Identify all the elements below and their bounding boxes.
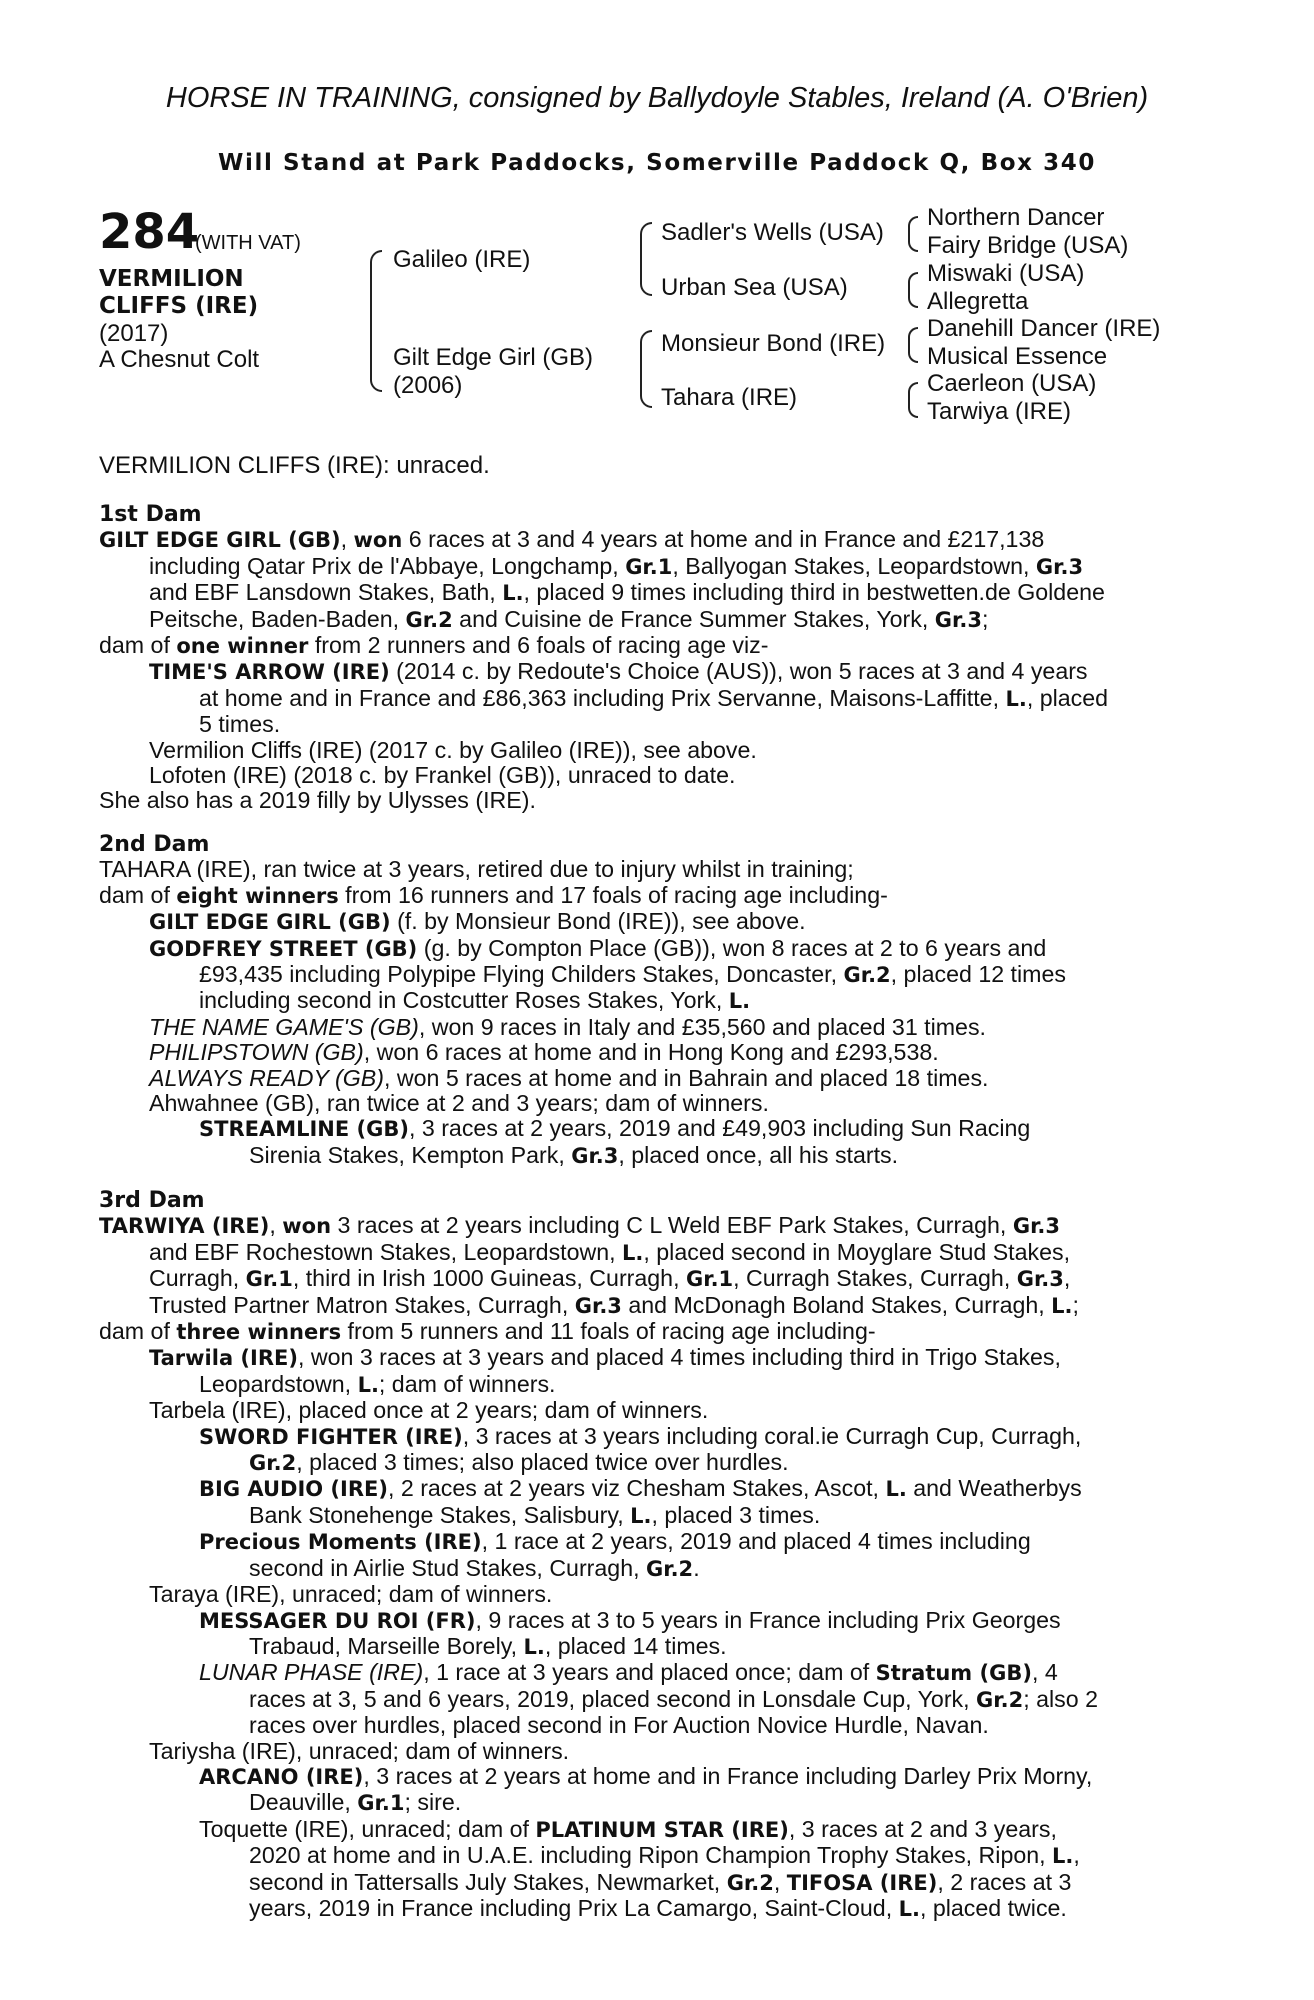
first-dam-line: including Qatar Prix de l'Abbaye, Longchamp, Gr.1, Ballyogan Stakes, Leopardstown, Gr.3 [149,552,1084,579]
horse-year: (2017) [99,320,169,347]
pedigree-g1: Northern Dancer [927,204,1105,231]
pedigree-g4: Allegretta [927,288,1029,315]
pedigree-sire-dam: Urban Sea (USA) [661,274,848,301]
first-dam-line: She also has a 2019 filly by Ulysses (IRE). [99,787,536,814]
second-dam-line: including second in Costcutter Roses Stakes, York, L. [199,987,751,1014]
third-dam-line: Tarbela (IRE), placed once at 2 years; dam of winners. [149,1397,709,1424]
race-record-note: VERMILION CLIFFS (IRE): unraced. [99,452,490,479]
third-dam-line: BIG AUDIO (IRE), 2 races at 2 years viz Chesham Stakes, Ascot, L. and Weatherbys [199,1475,1082,1502]
pedigree-dam-year: (2006) [393,372,463,399]
second-dam-line: GILT EDGE GIRL (GB) (f. by Monsieur Bond (IRE)), see above. [149,908,806,935]
pedigree-g6: Musical Essence [927,343,1108,370]
second-dam-line: STREAMLINE (GB), 3 races at 2 years, 2019 and £49,903 including Sun Racing [199,1115,1031,1142]
second-dam-line: TAHARA (IRE), ran twice at 3 years, retired due to injury whilst in training; [99,856,854,883]
third-dam-line: races at 3, 5 and 6 years, 2019, placed second in Lonsdale Cup, York, Gr.2; also 2 [249,1685,1098,1712]
pedigree-g3: Miswaki (USA) [927,260,1085,287]
third-dam-line: Tariysha (IRE), unraced; dam of winners. [149,1737,570,1764]
first-dam-line: at home and in France and £86,363 including Prix Servanne, Maisons-Laffitte, L., placed [199,684,1109,711]
third-dam-line: Curragh, Gr.1, third in Irish 1000 Guineas, Curragh, Gr.1, Curragh Stakes, Curragh, Gr.3, [149,1265,1071,1292]
third-dam-section [99,1188,1207,1922]
third-dam-line: Deauville, Gr.1; sire. [249,1789,462,1816]
first-dam-line: TIME'S ARROW (IRE) (2014 c. by Redoute's Choice (AUS)), won 5 races at 3 and 4 years [149,658,1088,685]
pedigree-sire-sire: Sadler's Wells (USA) [661,219,884,246]
consignment-line: HORSE IN TRAINING, consigned by Ballydoyle Stables, Ireland (A. O'Brien) [165,82,1149,114]
pedigree-g5: Danehill Dancer (IRE) [927,315,1161,342]
third-dam-line: TARWIYA (IRE), won 3 races at 2 years including C L Weld EBF Park Stakes, Curragh, Gr.3 [99,1212,1061,1239]
pedigree-bracket-gen1 [370,250,382,392]
stand-location: Will Stand at Park Paddocks, Somerville Paddock Q, Box 340 [218,150,1096,176]
first-dam-heading: 1st Dam [99,502,202,527]
second-dam-heading: 2nd Dam [99,832,210,857]
second-dam-line: dam of eight winners from 16 runners and 17 foals of racing age including- [99,881,888,908]
third-dam-line: and EBF Rochestown Stakes, Leopardstown, L., placed second in Moyglare Stud Stakes, [149,1238,1071,1265]
second-dam-section [99,832,1207,1169]
third-dam-line: Taraya (IRE), unraced; dam of winners. [149,1581,553,1608]
third-dam-line: LUNAR PHASE (IRE), 1 race at 3 years and placed once; dam of Stratum (GB), 4 [199,1659,1058,1686]
third-dam-line: second in Tattersalls July Stakes, Newmarket, Gr.2, TIFOSA (IRE), 2 races at 3 [249,1868,1072,1895]
pedigree-bracket-g3 [908,327,918,363]
lot-number: 284 [99,204,200,260]
lot-vat: (WITH VAT) [195,232,301,254]
second-dam-line: Sirenia Stakes, Kempton Park, Gr.3, placed once, all his starts. [249,1141,899,1168]
second-dam-line: Ahwahnee (GB), ran twice at 2 and 3 years; dam of winners. [149,1090,769,1117]
pedigree-bracket-sire [640,222,652,296]
pedigree-g8: Tarwiya (IRE) [927,398,1072,425]
pedigree-sire: Galileo (IRE) [393,246,531,273]
first-dam-line: Peitsche, Baden-Baden, Gr.2 and Cuisine de France Summer Stakes, York, Gr.3; [149,605,989,632]
first-dam-line: dam of one winner from 2 runners and 6 foals of racing age viz- [99,632,769,659]
first-dam-line: and EBF Lansdown Stakes, Bath, L., placed 9 times including third in bestwetten.de Goldene [149,579,1105,606]
third-dam-line: ARCANO (IRE), 3 races at 2 years at home and in France including Darley Prix Morny, [199,1762,1093,1789]
third-dam-line: SWORD FIGHTER (IRE), 3 races at 3 years including coral.ie Curragh Cup, Curragh, [199,1422,1082,1449]
third-dam-line: Toquette (IRE), unraced; dam of PLATINUM STAR (IRE), 3 races at 2 and 3 years, [199,1815,1057,1842]
pedigree-dam-sire: Monsieur Bond (IRE) [661,330,886,357]
pedigree-bracket-dam [640,330,652,408]
pedigree-dam-dam: Tahara (IRE) [661,384,798,411]
third-dam-line: Leopardstown, L.; dam of winners. [199,1370,556,1397]
pedigree-g7: Caerleon (USA) [927,370,1097,397]
first-dam-line: Vermilion Cliffs (IRE) (2017 c. by Galileo (IRE)), see above. [149,736,757,763]
third-dam-line: Gr.2, placed 3 times; also placed twice over hurdles. [249,1449,789,1476]
third-dam-line: Precious Moments (IRE), 1 race at 2 years, 2019 and placed 4 times including [199,1528,1031,1555]
third-dam-line: years, 2019 in France including Prix La Camargo, Saint-Cloud, L., placed twice. [249,1894,1067,1921]
pedigree-dam: Gilt Edge Girl (GB) [393,344,594,371]
third-dam-line: Bank Stonehenge Stakes, Salisbury, L., placed 3 times. [249,1501,821,1528]
first-dam-line: 5 times. [199,711,281,738]
pedigree-bracket-g1 [908,216,918,252]
second-dam-line: PHILIPSTOWN (GB), won 6 races at home and in Hong Kong and £293,538. [149,1039,939,1066]
third-dam-line: dam of three winners from 5 runners and 11 foals of racing age including- [99,1318,876,1345]
second-dam-line: £93,435 including Polypipe Flying Childers Stakes, Doncaster, Gr.2, placed 12 times [199,961,1066,988]
third-dam-line: 2020 at home and in U.A.E. including Ripon Champion Trophy Stakes, Ripon, L., [249,1842,1080,1869]
horse-description: A Chesnut Colt [99,346,260,373]
third-dam-line: Trusted Partner Matron Stakes, Curragh, Gr.3 and McDonagh Boland Stakes, Curragh, L.; [149,1291,1079,1318]
first-dam-line: Lofoten (IRE) (2018 c. by Frankel (GB)), unraced to date. [149,762,736,789]
pedigree-bracket-g2 [908,272,918,308]
second-dam-line: ALWAYS READY (GB), won 5 races at home and in Bahrain and placed 18 times. [149,1064,989,1091]
third-dam-line: Tarwila (IRE), won 3 races at 3 years and placed 4 times including third in Trigo Stakes, [149,1344,1061,1371]
horse-name-line1: VERMILION [99,266,244,292]
horse-name-line2: CLIFFS (IRE) [99,293,259,319]
second-dam-line: GODFREY STREET (GB) (g. by Compton Place (GB)), won 8 races at 2 to 6 years and [149,934,1047,961]
third-dam-line: MESSAGER DU ROI (FR), 9 races at 3 to 5 years in France including Prix Georges [199,1606,1061,1633]
third-dam-heading: 3rd Dam [99,1188,205,1213]
third-dam-line: races over hurdles, placed second in For Auction Novice Hurdle, Navan. [249,1712,989,1739]
pedigree-g2: Fairy Bridge (USA) [927,232,1129,259]
first-dam-section [99,502,1207,814]
second-dam-line: THE NAME GAME'S (GB), won 9 races in Italy and £35,560 and placed 31 times. [149,1013,986,1040]
third-dam-line: Trabaud, Marseille Borely, L., placed 14 times. [249,1632,727,1659]
pedigree-bracket-g4 [908,382,918,418]
third-dam-line: second in Airlie Stud Stakes, Curragh, Gr.2. [249,1554,700,1581]
first-dam-line: GILT EDGE GIRL (GB), won 6 races at 3 and 4 years at home and in France and £217,138 [99,526,1045,553]
